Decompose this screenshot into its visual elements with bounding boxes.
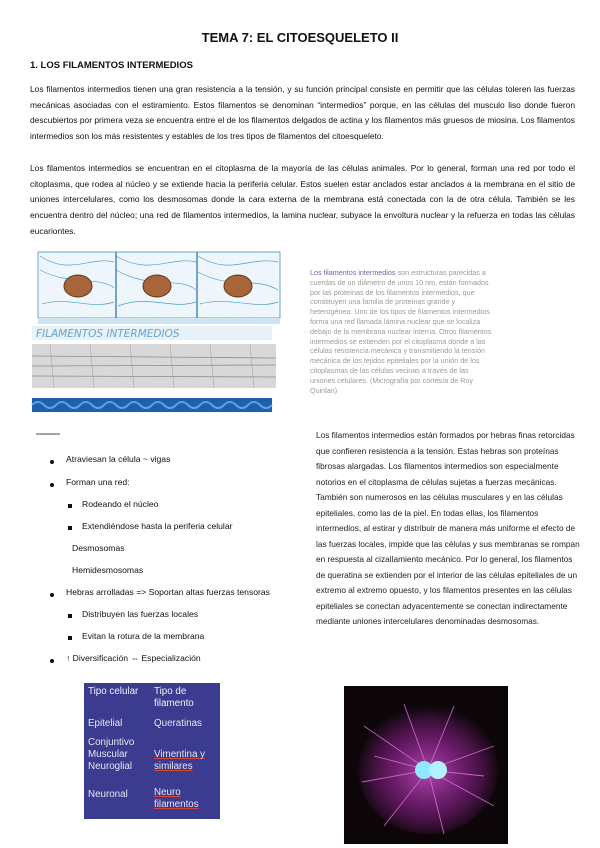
fluorescence-micrograph [344, 686, 508, 844]
table-header-cell-type: Tipo celular [88, 686, 139, 697]
keratin-paragraph: Los filamentos intermedios están formados por hebras finas retorcidas que confieren resistencia a la tensión. Estas hebras son proteínas fibrosas alargadas. Los filamentos intermedios son especialmente notorios en el citoplasma de células sujetas a fuerzas mecánicas. También son numerosos en las células musculares y en las células epiteliales, como las de la piel. En todas ellas, los filamentos intermedios, al estirar y distribuir de manera más uniforme el efecto de las fuerzas locales, impide que las células y sus membranas se rompan en respuesta al cizallamiento mecánico. Por lo general, los filamentos de queratina se extienden por el interior de las células epiteliales de un extremo al extremo opuesto, y los filamentos presentes en las células epiteliales se conectan adyacentemente se conectan indirectamente mediante uniones intercelulares denominadas desmosomas. [316, 430, 580, 626]
caption-highlight: Los filamentos intermedios [310, 268, 396, 277]
bullet-circle-icon [50, 460, 54, 464]
table-cell: Neuronal [88, 789, 128, 800]
paragraph-intro: Los filamentos intermedios tienen una gran resistencia a la tensión, y su función principal consiste en permitir que las células toleren las fuerzas mecánicas asociadas con el estiramiento. Estos filamentos se denominan “intermedios” porque, en las células del musculo liso donde fueron descubiertos por primera veza se encuentra entre el de los filamentos delgados de actina y los filamentos más gruesos de miosina. Los filamentos intermedios son los más resistentes y estables de los tres tipos de filamentos del citoesqueleto. [30, 84, 575, 142]
list-item: Evitan la rotura de la membrana [68, 631, 204, 641]
list-item: Atraviesan la célula ~ vigas [50, 454, 170, 464]
bullet-circle-icon [50, 483, 54, 487]
list-item: Distribuyen las fuerzas locales [68, 609, 198, 619]
filament-rope-model [32, 398, 272, 412]
list-item: Rodeando el núcleo [68, 499, 158, 509]
list-item: Extendiéndose hasta la periferia celular [68, 521, 232, 531]
table-header-filament-type: Tipo de filamento [154, 686, 194, 709]
table-cell: Vimentina y similares [154, 749, 206, 772]
table-cell: Neuro filamentos [154, 787, 199, 810]
caption-text: son estructuras parecidas a cuerdas de un diámetro de unos 10 nm, están formados por las proteínas de los filamentos intermedios, que constituyen una familia de proteínas grande y heterogénea. Uno de los tipos de filamentos intermedios forma una red llamada lámina nuclear que se localiza debajo de la membrana nuclear interna. Otros filamentos intermedios se extienden por el citoplasma donde a las células resistencia mecánica y transmitiendo la tensión mecánica de los tejidos epiteliales por la unión de los citoplasmas de las células vecinas a través de las uniones celulares. (Micrografía por cortesía de Roy Quinlan) [310, 268, 492, 395]
figure-caption [310, 268, 495, 395]
bullet-square-icon [68, 504, 72, 508]
list-item: Hemidesmosomas [72, 565, 144, 575]
bullet-square-icon [68, 636, 72, 640]
list-item: Desmosomas [72, 543, 125, 553]
paragraph-location: Los filamentos intermedios se encuentran en el citoplasma de la mayoría de las células animales. Por lo general, forman una red por todo el citoplasma, que rodea al núcleo y se extiende hacia la periferia celular. Estos suelen estar anclados estar anclados a la membrana en el sitio de uniones intercelulares, como los desmosomas donde la cara externa de la membrana está conectada con la de otra célula. También se les encuentra dentro del núcleo; una red de filamentos intermedios, la lamina nuclear, subyace la envoltura nuclear y la refuerza en todas las células eucariontes. [30, 163, 575, 236]
cells-filaments-figure [30, 246, 295, 442]
bullet-square-icon [68, 526, 72, 530]
table-cell: Queratinas [154, 718, 202, 729]
table-cell: Conjuntivo Muscular Neuroglial [88, 737, 135, 772]
bullet-circle-icon [50, 659, 54, 663]
list-item: ↑ Diversificación ⇔ Especialización [50, 653, 201, 663]
table-cell: Epitelial [88, 718, 123, 729]
list-item: Hebras arrolladas => Soportan altas fuerzas tensoras [50, 587, 270, 597]
filament-micrograph [32, 344, 276, 388]
cell-filament-table [84, 683, 220, 819]
page-title: TEMA 7: EL CITOESQUELETO II [201, 30, 399, 45]
bullet-square-icon [68, 614, 72, 618]
section-heading: 1. LOS FILAMENTOS INTERMEDIOS [30, 60, 193, 71]
bullet-circle-icon [50, 593, 54, 597]
list-item: Forman una red: [50, 477, 130, 487]
figure-banner-label: FILAMENTOS INTERMEDIOS [36, 328, 180, 340]
epithelial-cells-illustration [38, 252, 280, 324]
